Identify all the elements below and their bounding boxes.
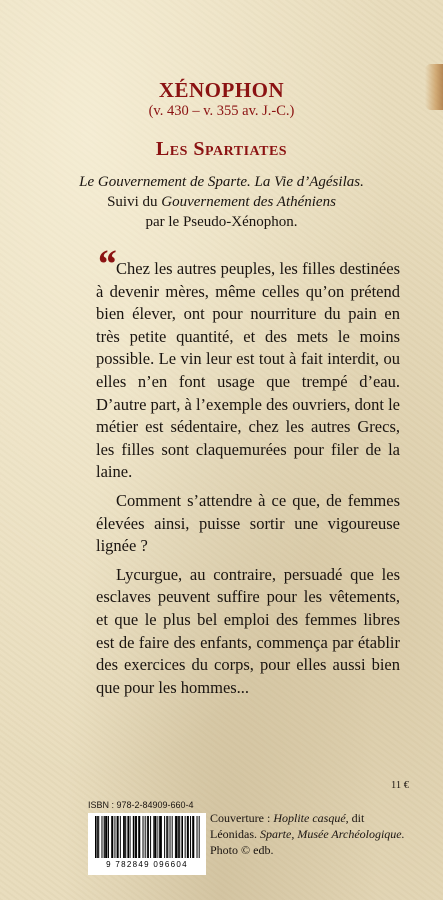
barcode-bar [97, 816, 98, 858]
excerpt-paragraph-3: Lycurgue, au contraire, persuadé que les esclaves peuvent suffire pour les vêtements, et que le plus bel emploi des femmes libres est de faire des enfants, commença par établir des exercices du corps, pour elles aussi bien que pour les hommes... [96, 564, 400, 697]
excerpt-paragraph-1: Chez les autres peuples, les filles destinées à devenir mères, même celles qu’on prétend bien élever, ont pour nourriture du pain en très petite quantité, et des mets le moins possible. Le vin leur est tout à fait interdit, ou elles n’en font usage que trempé d’eau. D’autre part, à l’exemple des ouvriers, dont le métier est sédentaire, chez les autres Grecs, les filles sont claquemurées pour filer de la laine. [96, 259, 400, 482]
barcode-bar [127, 816, 129, 858]
credits-name: Léonidas. [210, 827, 260, 841]
barcode-bar [147, 816, 148, 858]
barcode-bar [175, 816, 176, 858]
barcode-bar [114, 816, 115, 858]
subtitle-line-2 [0, 192, 443, 212]
barcode-bar [125, 816, 126, 858]
barcode-bar [95, 816, 97, 858]
barcode-digits: 9 782849 096604 [106, 860, 188, 869]
barcode-bar [123, 816, 124, 858]
isbn-label: ISBN : 978-2-84909-660-4 [88, 800, 194, 810]
credits-artwork: Hoplite casqué, [273, 811, 349, 825]
barcode-bar [112, 816, 113, 858]
book-subtitle [0, 172, 443, 232]
credits-dit: dit [348, 811, 365, 825]
subtitle-line-3: par le Pseudo-Xénophon. [145, 214, 298, 230]
barcode-bar [148, 816, 149, 858]
cover-credits [210, 810, 410, 858]
barcode-bar [98, 816, 99, 858]
credits-label: Couverture : [210, 811, 274, 825]
barcode-bar [166, 816, 167, 858]
barcode-bar [197, 816, 198, 858]
barcode-bar [135, 816, 136, 858]
barcode-bar [120, 816, 121, 858]
barcode-bar [159, 816, 160, 858]
excerpt-paragraph-2: Comment s’attendre à ce que, de femmes élevées ainsi, puisse sortir une vigoureuse lignée ? [96, 490, 400, 556]
barcode-bars [89, 814, 205, 860]
credits-photo: Photo © edb. [210, 843, 274, 857]
subtitle-works: Le Gouvernement de Sparte. La Vie d’Agésilas. [79, 174, 364, 190]
barcode-bar [106, 816, 108, 858]
barcode-bar [150, 816, 151, 858]
barcode-bar [164, 816, 165, 858]
barcode-bar [179, 816, 180, 858]
barcode-bar [105, 816, 106, 858]
barcode-bar [172, 816, 173, 858]
barcode-bar [101, 816, 102, 858]
barcode-bar [153, 816, 154, 858]
barcode-bar [139, 816, 140, 858]
author-name: XÉNOPHON [158, 78, 285, 102]
barcode-bar [176, 816, 178, 858]
barcode-bar [199, 816, 200, 858]
book-title: Les Spartiates [155, 138, 288, 160]
barcode-bar [170, 816, 171, 858]
barcode-bar [157, 816, 158, 858]
barcode-bar [124, 816, 125, 858]
barcode-bar [104, 816, 105, 858]
barcode [88, 813, 206, 875]
barcode-bar [193, 816, 194, 858]
barcode-bar [167, 816, 168, 858]
barcode-bar [181, 816, 183, 858]
barcode-bar [188, 816, 189, 858]
barcode-bar [145, 816, 146, 858]
subtitle-athenians: Gouvernement des Athéniens [161, 194, 336, 210]
barcode-bar [190, 816, 191, 858]
opening-quote-mark: “ [96, 241, 116, 286]
price-label: 11 € [391, 780, 409, 791]
author-dates: (v. 430 – v. 355 av. J.-C.) [148, 103, 295, 119]
credits-museum: Sparte, Musée Archéologique. [260, 827, 405, 841]
barcode-bar [178, 816, 179, 858]
barcode-bar [108, 816, 109, 858]
barcode-bar [130, 816, 131, 858]
barcode-bar [133, 816, 135, 858]
barcode-bar [185, 816, 186, 858]
subtitle-prefix: Suivi du [107, 194, 162, 210]
excerpt-text [96, 258, 400, 705]
barcode-bar [136, 816, 137, 858]
barcode-bar [118, 816, 119, 858]
barcode-bar [154, 816, 156, 858]
barcode-bar [143, 816, 144, 858]
subtitle-line-1 [0, 172, 443, 192]
barcode-bar [161, 816, 162, 858]
